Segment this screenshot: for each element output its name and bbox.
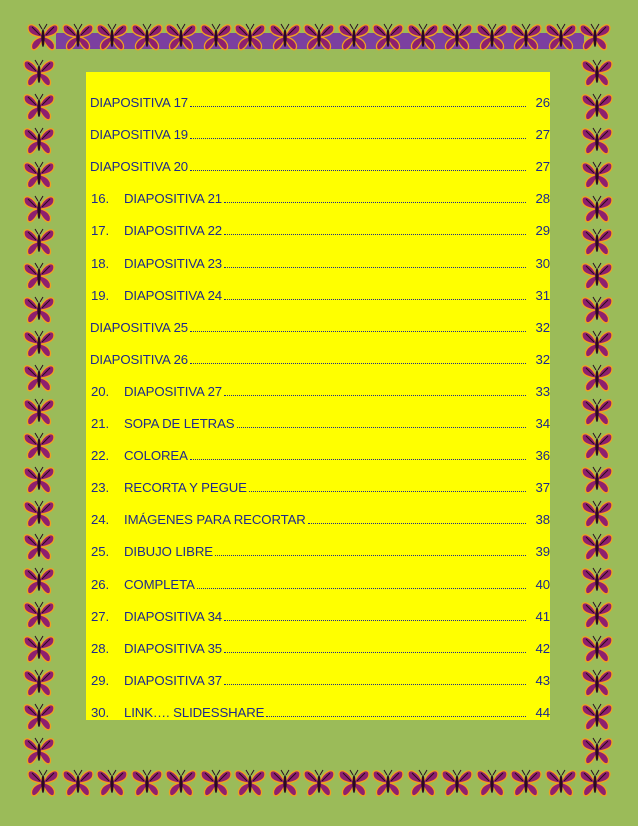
dot-leader xyxy=(190,138,526,139)
dot-leader xyxy=(224,652,526,653)
butterfly-icon xyxy=(130,768,164,798)
toc-entry xyxy=(86,559,550,591)
toc-entry xyxy=(86,624,550,656)
toc-entry-page: 43 xyxy=(535,672,550,688)
toc-entry-number: 25. xyxy=(91,544,110,560)
butterfly-icon xyxy=(233,22,267,52)
toc-entry xyxy=(86,688,550,720)
butterfly-icon xyxy=(580,532,614,562)
dot-leader xyxy=(190,363,526,364)
toc-entry xyxy=(86,463,550,495)
dot-leader xyxy=(224,395,526,396)
butterfly-icon xyxy=(406,22,440,52)
butterfly-icon xyxy=(22,363,56,393)
toc-entry-number: 27. xyxy=(91,608,110,624)
butterfly-icon xyxy=(26,768,60,798)
toc-entry-title: DIAPOSITIVA 20 xyxy=(90,159,189,175)
toc-entry-title: DIAPOSITIVA 19 xyxy=(90,127,189,143)
butterfly-icon xyxy=(22,532,56,562)
butterfly-icon xyxy=(130,22,164,52)
dot-leader xyxy=(215,555,526,556)
toc-entry-title: DIAPOSITIVA 35 xyxy=(124,640,223,656)
toc-entry xyxy=(86,142,550,174)
dot-leader xyxy=(308,523,526,524)
toc-entry xyxy=(86,110,550,142)
butterfly-icon xyxy=(268,768,302,798)
dot-leader xyxy=(249,491,526,492)
butterfly-icon xyxy=(22,566,56,596)
dot-leader xyxy=(224,620,526,621)
butterfly-icon xyxy=(61,768,95,798)
butterfly-icon xyxy=(580,397,614,427)
butterfly-icon xyxy=(578,22,612,52)
border-left xyxy=(22,58,56,766)
butterfly-icon xyxy=(268,22,302,52)
butterfly-icon xyxy=(580,160,614,190)
toc-entry-number: 17. xyxy=(91,223,110,239)
butterfly-icon xyxy=(580,92,614,122)
toc-entry-page: 26 xyxy=(535,95,550,111)
butterfly-icon xyxy=(580,702,614,732)
butterfly-icon xyxy=(26,22,60,52)
butterfly-icon xyxy=(22,160,56,190)
toc-entry-number: 22. xyxy=(91,448,110,464)
toc-entry-page: 36 xyxy=(535,448,550,464)
toc-entry-title: DIBUJO LIBRE xyxy=(124,544,213,560)
butterfly-icon xyxy=(22,600,56,630)
butterfly-icon xyxy=(580,194,614,224)
butterfly-icon xyxy=(199,768,233,798)
toc-entry-title: DIAPOSITIVA 21 xyxy=(124,191,223,207)
dot-leader xyxy=(190,170,526,171)
toc-entry-page: 37 xyxy=(535,480,550,496)
butterfly-icon xyxy=(440,768,474,798)
toc-entry xyxy=(86,592,550,624)
dot-leader xyxy=(190,331,526,332)
toc-entry-page: 32 xyxy=(535,319,550,335)
toc-entry-page: 34 xyxy=(535,416,550,432)
border-right xyxy=(580,58,614,766)
butterfly-icon xyxy=(22,736,56,766)
toc-entry xyxy=(86,303,550,335)
butterfly-icon xyxy=(22,227,56,257)
dot-leader xyxy=(197,588,526,589)
butterfly-icon xyxy=(580,329,614,359)
butterfly-icon xyxy=(509,768,543,798)
butterfly-icon xyxy=(233,768,267,798)
butterfly-icon xyxy=(95,768,129,798)
butterfly-icon xyxy=(580,499,614,529)
butterfly-icon xyxy=(580,126,614,156)
toc-entry-page: 31 xyxy=(535,287,550,303)
butterfly-icon xyxy=(580,634,614,664)
dot-leader xyxy=(224,202,526,203)
toc-entry xyxy=(86,271,550,303)
butterfly-icon xyxy=(22,634,56,664)
butterfly-icon xyxy=(22,58,56,88)
toc-entry-page: 40 xyxy=(535,576,550,592)
toc-entry xyxy=(86,335,550,367)
toc-entry-title: COMPLETA xyxy=(124,576,195,592)
dot-leader xyxy=(224,234,526,235)
butterfly-icon xyxy=(440,22,474,52)
dot-leader xyxy=(190,459,526,460)
toc-entry-title: DIAPOSITIVA 27 xyxy=(124,383,223,399)
toc-entry-number: 26. xyxy=(91,576,110,592)
butterfly-icon xyxy=(22,295,56,325)
toc-entry-page: 27 xyxy=(535,127,550,143)
toc-entry-page: 28 xyxy=(535,191,550,207)
butterfly-icon xyxy=(580,736,614,766)
dot-leader xyxy=(266,716,526,717)
toc-entry-page: 27 xyxy=(535,159,550,175)
toc-entry xyxy=(86,206,550,238)
butterfly-icon xyxy=(22,465,56,495)
butterfly-icon xyxy=(580,465,614,495)
butterfly-icon xyxy=(580,566,614,596)
toc-entry xyxy=(86,656,550,688)
butterfly-icon xyxy=(164,22,198,52)
dot-leader xyxy=(224,267,526,268)
toc-page xyxy=(86,72,550,720)
butterfly-icon xyxy=(337,22,371,52)
toc-entry xyxy=(86,399,550,431)
butterfly-icon xyxy=(475,768,509,798)
toc-entry xyxy=(86,238,550,270)
toc-entry-page: 41 xyxy=(535,608,550,624)
toc-entry-number: 16. xyxy=(91,191,110,207)
butterfly-icon xyxy=(406,768,440,798)
toc-entry-title: LINK…. SLIDESSHARE xyxy=(124,704,265,720)
butterfly-icon xyxy=(475,22,509,52)
toc-entry-title: DIAPOSITIVA 25 xyxy=(90,319,189,335)
butterfly-icon xyxy=(22,126,56,156)
toc-entry-title: DIAPOSITIVA 23 xyxy=(124,255,223,271)
toc-entry-title: DIAPOSITIVA 26 xyxy=(90,351,189,367)
toc-entry-title: COLOREA xyxy=(124,448,188,464)
toc-entry-page: 30 xyxy=(535,255,550,271)
butterfly-icon xyxy=(580,58,614,88)
toc-entry xyxy=(86,495,550,527)
toc-entry-page: 42 xyxy=(535,640,550,656)
butterfly-icon xyxy=(22,92,56,122)
butterfly-icon xyxy=(22,668,56,698)
butterfly-icon xyxy=(544,22,578,52)
dot-leader xyxy=(190,106,526,107)
butterfly-icon xyxy=(580,363,614,393)
butterfly-icon xyxy=(95,22,129,52)
toc-entry xyxy=(86,174,550,206)
border-bottom xyxy=(26,768,612,802)
toc-entry-page: 29 xyxy=(535,223,550,239)
butterfly-icon xyxy=(302,22,336,52)
toc-entry-number: 19. xyxy=(91,287,110,303)
butterfly-icon xyxy=(580,295,614,325)
toc-entry-page: 33 xyxy=(535,383,550,399)
butterfly-icon xyxy=(580,227,614,257)
butterfly-icon xyxy=(22,261,56,291)
toc-entry xyxy=(86,527,550,559)
toc-entry xyxy=(86,367,550,399)
butterfly-icon xyxy=(371,22,405,52)
toc-entry-title: RECORTA Y PEGUE xyxy=(124,480,247,496)
toc-entry-number: 24. xyxy=(91,512,110,528)
toc-entry-number: 20. xyxy=(91,383,110,399)
butterfly-icon xyxy=(371,768,405,798)
butterfly-icon xyxy=(544,768,578,798)
toc-entry xyxy=(86,78,550,110)
toc-entry xyxy=(86,431,550,463)
butterfly-icon xyxy=(22,329,56,359)
toc-entry-title: IMÁGENES PARA RECORTAR xyxy=(124,512,306,528)
butterfly-icon xyxy=(580,261,614,291)
butterfly-icon xyxy=(164,768,198,798)
butterfly-icon xyxy=(580,668,614,698)
toc-entry-page: 44 xyxy=(535,704,550,720)
butterfly-icon xyxy=(22,431,56,461)
butterfly-icon xyxy=(199,22,233,52)
toc-entry-title: DIAPOSITIVA 34 xyxy=(124,608,223,624)
butterfly-icon xyxy=(578,768,612,798)
toc-entry-title: DIAPOSITIVA 17 xyxy=(90,95,189,111)
toc-entry-title: DIAPOSITIVA 24 xyxy=(124,287,223,303)
toc-entry-number: 28. xyxy=(91,640,110,656)
toc-entry-number: 30. xyxy=(91,704,110,720)
butterfly-icon xyxy=(580,600,614,630)
table-of-contents xyxy=(86,78,550,720)
butterfly-icon xyxy=(509,22,543,52)
butterfly-icon xyxy=(22,499,56,529)
butterfly-icon xyxy=(61,22,95,52)
butterfly-icon xyxy=(22,702,56,732)
butterfly-icon xyxy=(302,768,336,798)
dot-leader xyxy=(237,427,527,428)
toc-entry-title: DIAPOSITIVA 37 xyxy=(124,672,223,688)
toc-entry-page: 38 xyxy=(535,512,550,528)
toc-entry-page: 39 xyxy=(535,544,550,560)
toc-entry-number: 29. xyxy=(91,672,110,688)
toc-entry-title: SOPA DE LETRAS xyxy=(124,416,235,432)
toc-entry-page: 32 xyxy=(535,351,550,367)
butterfly-icon xyxy=(22,397,56,427)
toc-entry-number: 23. xyxy=(91,480,110,496)
butterfly-icon xyxy=(337,768,371,798)
toc-entry-number: 21. xyxy=(91,416,110,432)
dot-leader xyxy=(224,684,526,685)
toc-entry-title: DIAPOSITIVA 22 xyxy=(124,223,223,239)
toc-entry-number: 18. xyxy=(91,255,110,271)
dot-leader xyxy=(224,299,526,300)
border-top xyxy=(26,22,612,56)
butterfly-icon xyxy=(22,194,56,224)
butterfly-icon xyxy=(580,431,614,461)
